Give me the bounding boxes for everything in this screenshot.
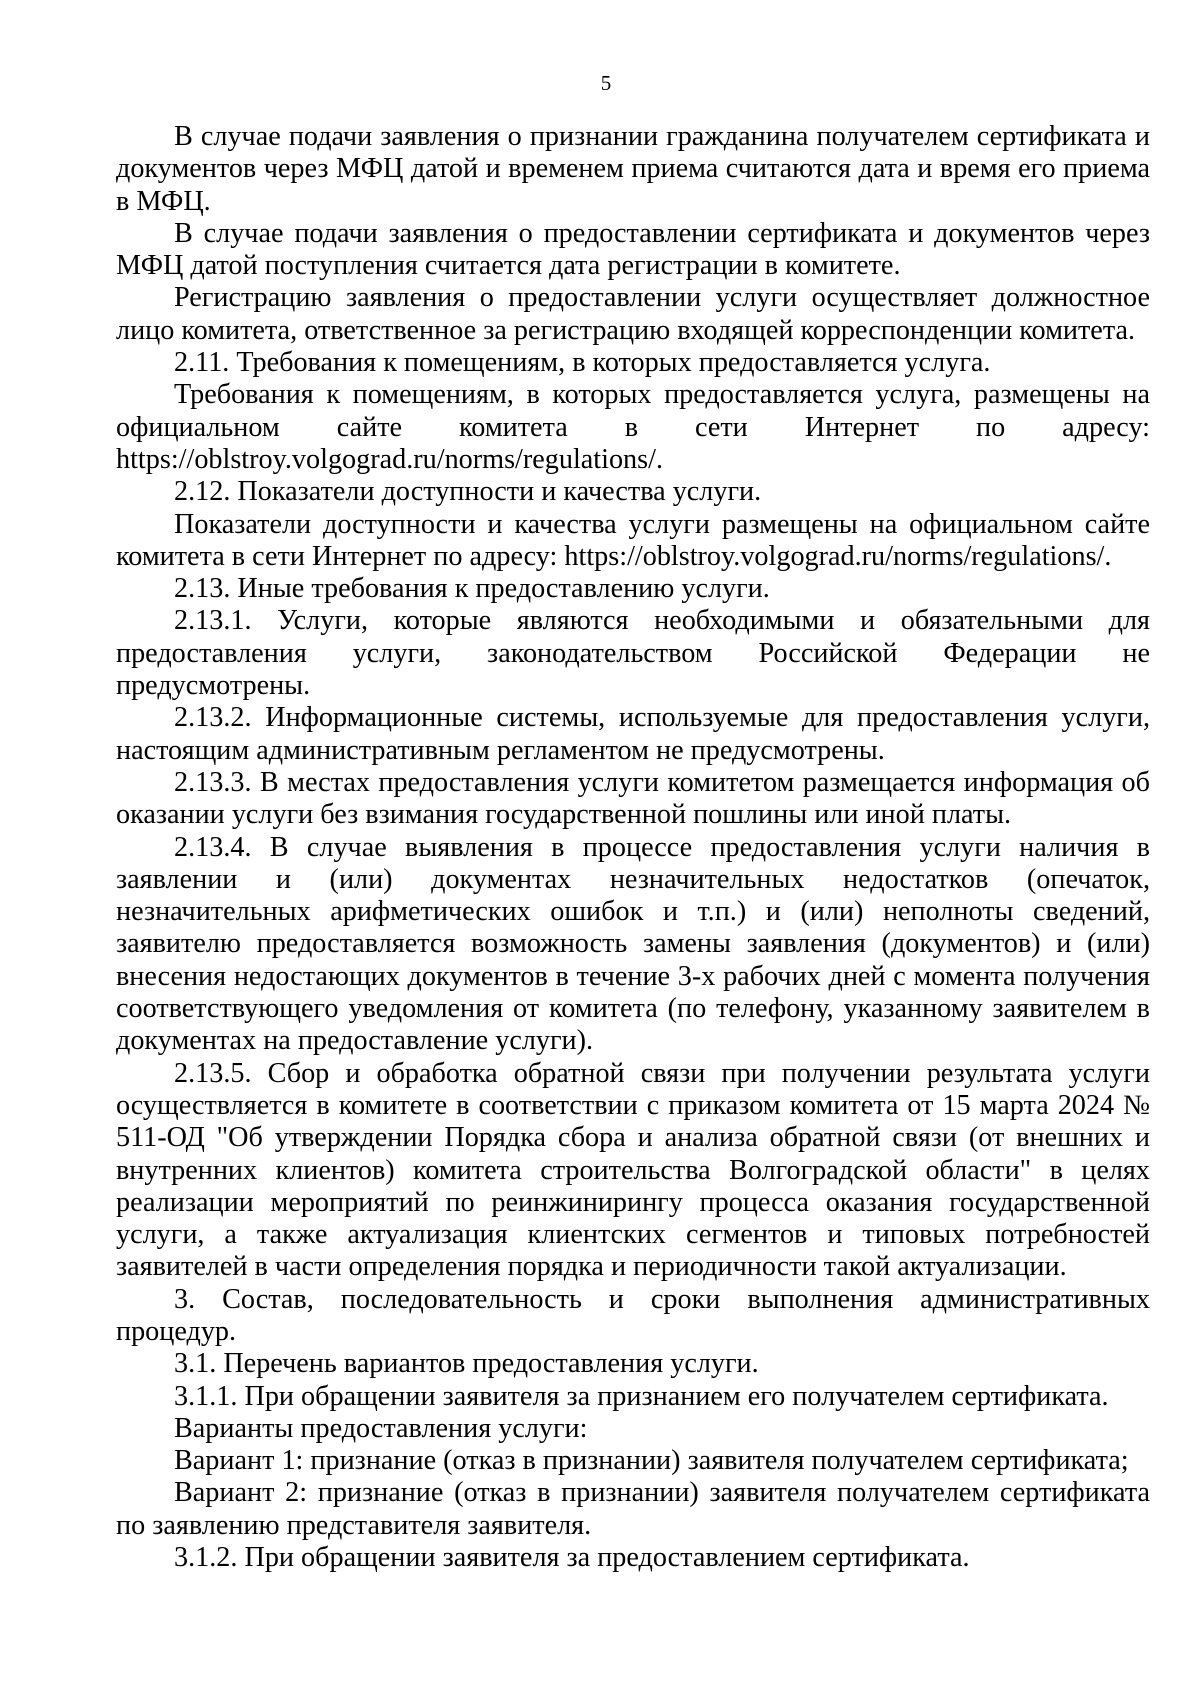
paragraph: В случае подачи заявления о предоставлении сертификата и документов через МФЦ датой поступления считается дата регистрации в комитете. [116, 217, 1150, 282]
document-body [116, 121, 1150, 1574]
section-heading: 3.1. Перечень вариантов предоставления услуги. [174, 1348, 759, 1380]
section-heading: 2.13. Иные требования к предоставлению услуги. [174, 573, 770, 605]
paragraph: Показатели доступности и качества услуги размещены на официальном сайте комитета в сети Интернет по адресу: https://oblstroy.volgograd.ru/norms/regulations/. [116, 508, 1150, 572]
paragraph: 2.13.1. Услуги, которые являются необходимыми и обязательными для предоставления услуги, законодательством Российской Федерации не предусмотрены. [116, 605, 1150, 702]
paragraph: Вариант 1: признание (отказ в признании) заявителя получателем сертификата; [174, 1445, 1129, 1477]
paragraph: Регистрацию заявления о предоставлении услуги осуществляет должностное лицо комитета, ответственное за регистрацию входящей корреспонденции комитета. [116, 282, 1150, 346]
paragraph: 2.13.4. В случае выявления в процессе предоставления услуги наличия в заявлении и (или) документах незначительных недостатков (опечаток, незначительных арифметических ошибок и т.п.) и (или) неполноты сведений, заявителю предоставляется возможность замены заявления (документов) и (или) внесения недостающих документов в течение 3-х рабочих дней с момента получения соответствующего уведомления от комитета (по телефону, указанному заявителем в документах на предоставление услуги). [116, 831, 1150, 1057]
paragraph: 2.13.3. В местах предоставления услуги комитетом размещается информация об оказании услуги без взимания государственной пошлины или иной платы. [116, 766, 1150, 831]
section-heading: 3. Состав, последовательность и сроки выполнения административных процедур. [116, 1283, 1150, 1347]
paragraph: Варианты предоставления услуги: [174, 1412, 588, 1444]
paragraph: 3.1.2. При обращении заявителя за предоставлением сертификата. [174, 1542, 970, 1574]
paragraph: Вариант 2: признание (отказ в признании) заявителя получателем сертификата по заявлению представителя заявителя. [116, 1477, 1150, 1541]
section-heading: 2.12. Показатели доступности и качества услуги. [174, 476, 762, 508]
paragraph: 2.13.2. Информационные системы, используемые для предоставления услуги, настоящим административным регламентом не предусмотрены. [116, 702, 1150, 766]
paragraph: 2.13.5. Сбор и обработка обратной связи при получении результата услуги осуществляется в комитете в соответствии с приказом комитета от 15 марта 2024 № 511-ОД "Об утверждении Порядка сбора и анализа обратной связи (от внешних и внутренних клиентов) комитета строительства Волгоградской области" в целях реализации мероприятий по реинжинирингу процесса оказания государственной услуги, а также актуализация клиентских сегментов и типовых потребностей заявителей в части определения порядка и периодичности такой актуализации. [116, 1057, 1150, 1283]
section-heading: 2.11. Требования к помещениям, в которых предоставляется услуга. [174, 347, 991, 379]
paragraph: Требования к помещениям, в которых предоставляется услуга, размещены на официальном сайте комитета в сети Интернет по адресу: https://oblstroy.volgograd.ru/norms/regulations/. [116, 379, 1150, 475]
paragraph: 3.1.1. При обращении заявителя за признанием его получателем сертификата. [174, 1380, 1109, 1412]
paragraph: В случае подачи заявления о признании гражданина получателем сертификата и документов через МФЦ датой и временем приема считаются дата и время его приема в МФЦ. [116, 121, 1150, 217]
page-number: 5 [600, 71, 612, 95]
